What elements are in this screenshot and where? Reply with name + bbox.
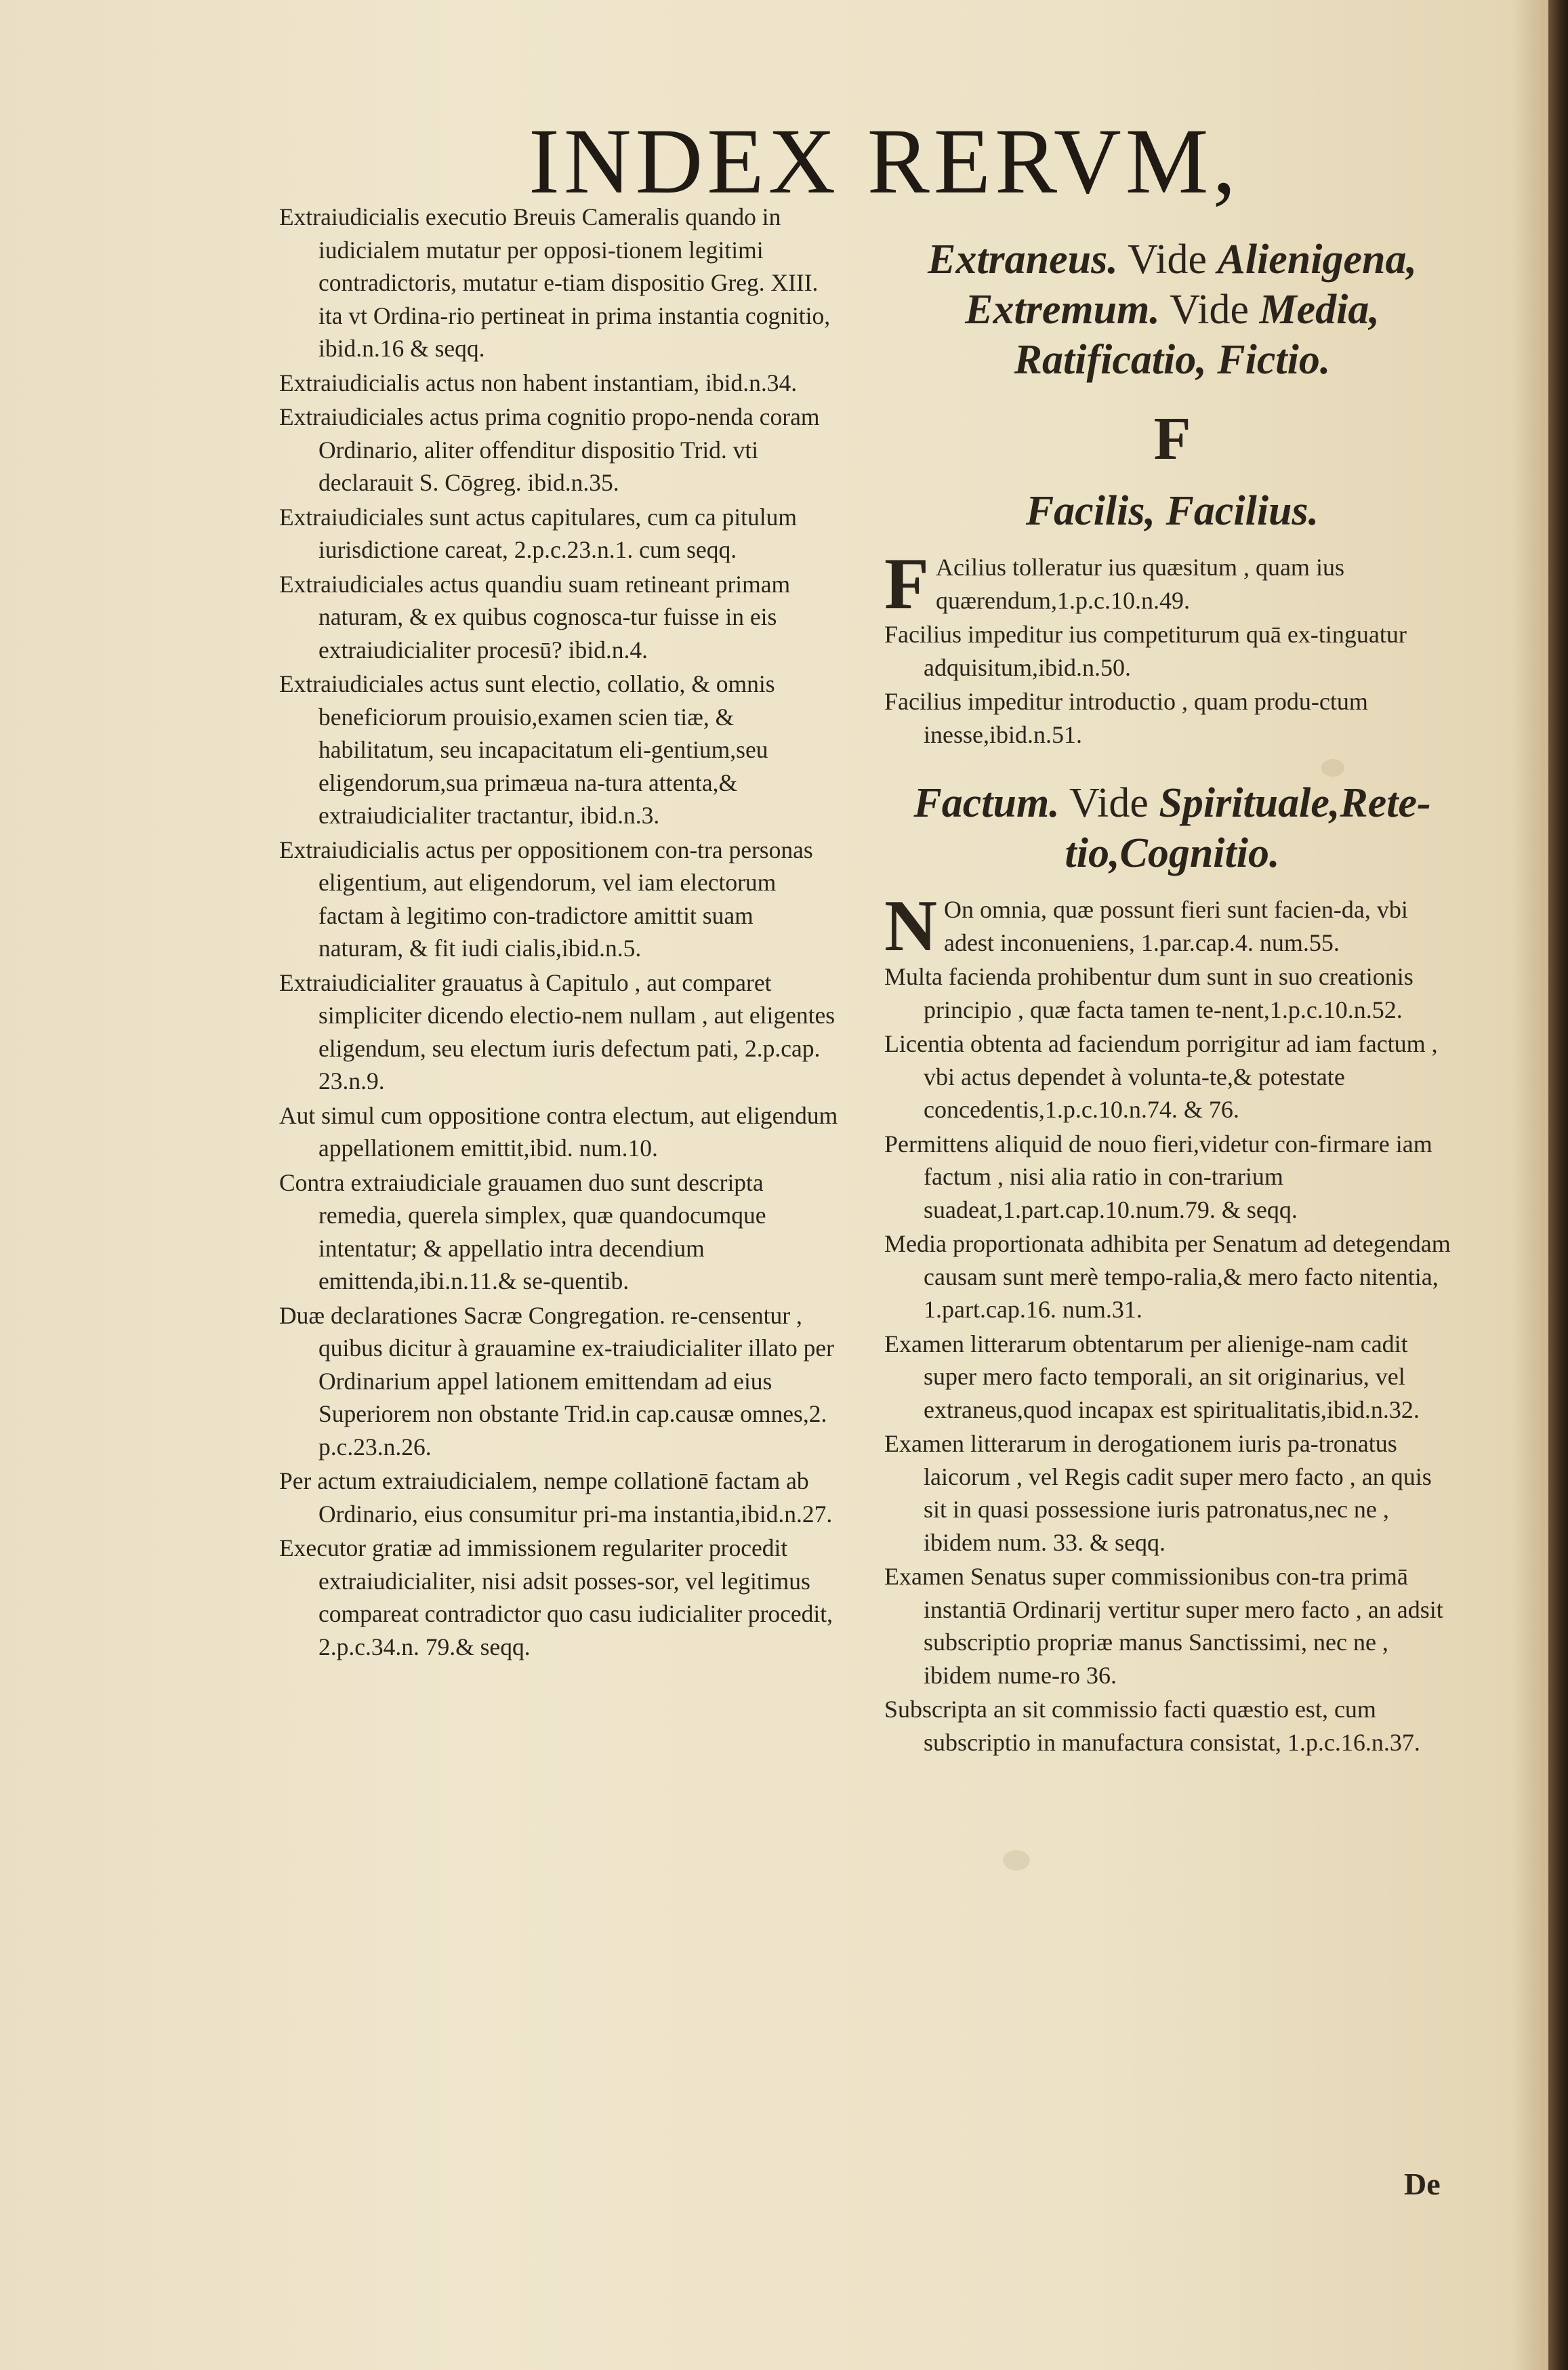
entry-text: On omnia, quæ possunt fieri sunt facien-da, vbi adest inconueniens, 1.par.cap.4. num.55. [944,896,1408,956]
xref-headword: Factum. [913,780,1060,826]
index-entry-first [884,886,1460,966]
index-entry: Media proportionata adhibita per Senatum ad detegendam causam sunt merè tempo-ralia,& mero facto nitentia, 1.part.cap.16. num.31. [884,1230,1451,1323]
index-entry: Licentia obtenta ad faciendum porrigitur ad iam factum , vbi actus dependet à volunta-te,& potestate concedentis,1.p.c.10.n.74. & 76. [884,1030,1438,1123]
index-entry: Extraiudicialis actus non habent instantiam, ibid.n.34. [279,369,798,396]
xref-headword: Extraneus. [927,237,1118,283]
right-column [884,234,1460,1760]
index-entry: Extraiudicialis actus per oppositionem con-tra personas eligentium, aut eligendorum, vel iam electorum factam à legitimo con-tradictore amittit suam naturam, & fit iudi cialis,ibid.n.5. [279,836,813,962]
index-entry: Duæ declarationes Sacræ Congregation. re-censentur , quibus dicitur à grauamine ex-traiudicialiter illato per Ordinarium appel lationem emittendam ad eius Superiorem non obstante Trid.in cap.causæ omnes,2. p.c.23.n.26. [279,1301,834,1460]
index-entry: Extraiudicialis executio Breuis Cameralis quando in iudicialem mutatur per opposi-tionem legitimi contradictoris, mutatur e-tiam dispositio Greg. XIII. ita vt Ordina-rio pertineat in prima instantia cognitio, ibid.n.16 & seqq. [279,203,831,362]
section-letter: F [1153,405,1191,472]
index-entry: Facilius impeditur introductio , quam produ-ctum inesse,ibid.n.51. [884,688,1368,748]
xref-headword: Extremum. [965,287,1160,333]
xref-target: Media, [1259,287,1380,333]
index-entry: Examen litterarum in derogationem iuris pa-tronatus laicorum , vel Regis cadit super mero facto , an quis sit in quasi possessione iuris patronatus,nec ne , ibidem num. 33. & seqq. [884,1430,1432,1556]
vide-word: Vide [1117,237,1218,283]
vide-word: Vide [1059,780,1159,826]
drop-cap: N [884,886,937,966]
index-entry: Per actum extraiudicialem, nempe collationē factam ab Ordinario, eius consumitur pri-ma instantia,ibid.n.27. [279,1467,833,1528]
index-entry: Extraiudiciales sunt actus capitulares, cum ca pitulum iurisdictione careat, 2.p.c.23.n.1. cum seqq. [279,503,797,563]
index-entry: Examen Senatus super commissionibus con-tra primā instantiā Ordinarij vertitur super mero facto , an adsit subscriptio propriæ manus Sanctissimi, nec ne , ibidem nume-ro 36. [884,1563,1443,1689]
index-entry: Extraiudiciales actus quandiu suam retineant primam naturam, & ex quibus cognosca-tur fuisse in eis extraiudicialiter procesū? ibid.n.4. [279,570,791,663]
index-entry-first [884,544,1460,624]
index-entry: Contra extraiudiciale grauamen duo sunt descripta remedia, querela simplex, quæ quandocumque intentatur; & appellatio intra decendium emittenda,ibi.n.11.& se-quentib. [279,1168,766,1294]
index-entry: Facilius impeditur ius competiturum quā ex-tinguatur adquisitum,ibid.n.50. [884,621,1407,681]
index-entry: Permittens aliquid de nouo fieri,videtur con-firmare iam factum , nisi alia ratio in con-trarium suadeat,1.part.cap.10.num.79. & seqq. [884,1130,1432,1223]
xref-target: Spirituale,Rete-tio,Cognitio. [1065,780,1431,876]
left-column [279,201,842,1664]
index-entry: Executor gratiæ ad immissionem regulariter procedit extraiudicialiter, nisi adsit posses-sor, vel legitimus compareat contradictor quo casu iudicialiter procedit, 2.p.c.34.n. 79.& seqq. [279,1534,833,1660]
vide-word: Vide [1159,287,1260,333]
book-binding-edge [1548,0,1568,2370]
cross-reference-extraneus [884,234,1460,285]
cross-reference-extremum [884,285,1460,335]
index-entry: Multa facienda prohibentur dum sunt in suo creationis principio , quæ facta tamen te-nent,1.p.c.10.n.52. [884,963,1414,1023]
index-entry: Examen litterarum obtentarum per alienige-nam cadit super mero facto temporali, an sit originarius, vel extraneus,quod incapax est spiritualitatis,ibid.n.32. [884,1330,1420,1423]
entry-text: Acilius tolleratur ius quæsitum , quam ius quærendum,1.p.c.10.n.49. [935,554,1344,614]
page-title: INDEX RERVM, [529,109,1240,213]
index-entry: Aut simul cum oppositione contra electum, aut eligendum appellationem emittit,ibid. num.10. [279,1101,838,1162]
section-heading-factum [884,778,1460,878]
drop-cap: F [884,544,929,624]
catchword: De [1404,2167,1441,2201]
index-entry: Extraiudicialiter grauatus à Capitulo , aut comparet simpliciter dicendo electio-nem nullam , aut eligentes eligendum, seu electum iuris defectum pati, 2.p.cap. 23.n.9. [279,968,835,1095]
section-heading-facilis: Facilis, Facilius. [1025,488,1319,534]
xref-target: Alienigena, [1217,237,1418,283]
xref-continuation: Ratificatio, Fictio. [1014,337,1331,383]
paper-stain [1003,1850,1030,1871]
index-entry: Extraiudiciales actus sunt electio, collatio, & omnis beneficiorum prouisio,examen scien tiæ, & habilitatum, seu incapacitatum eli-gentium,seu eligendorum,sua primæua na-tura attenta,& extraiudicialiter tractantur, ibid.n.3. [279,670,775,829]
index-entry: Extraiudiciales actus prima cognitio propo-nenda coram Ordinario, aliter offenditur dispositio Trid. vti declarauit S. Cōgreg. ibid.n.35. [279,403,820,496]
gutter-shadow [1511,0,1552,2370]
index-entry: Subscripta an sit commissio facti quæstio est, cum subscriptio in manufactura consistat, 1.p.c.16.n.37. [884,1696,1420,1756]
